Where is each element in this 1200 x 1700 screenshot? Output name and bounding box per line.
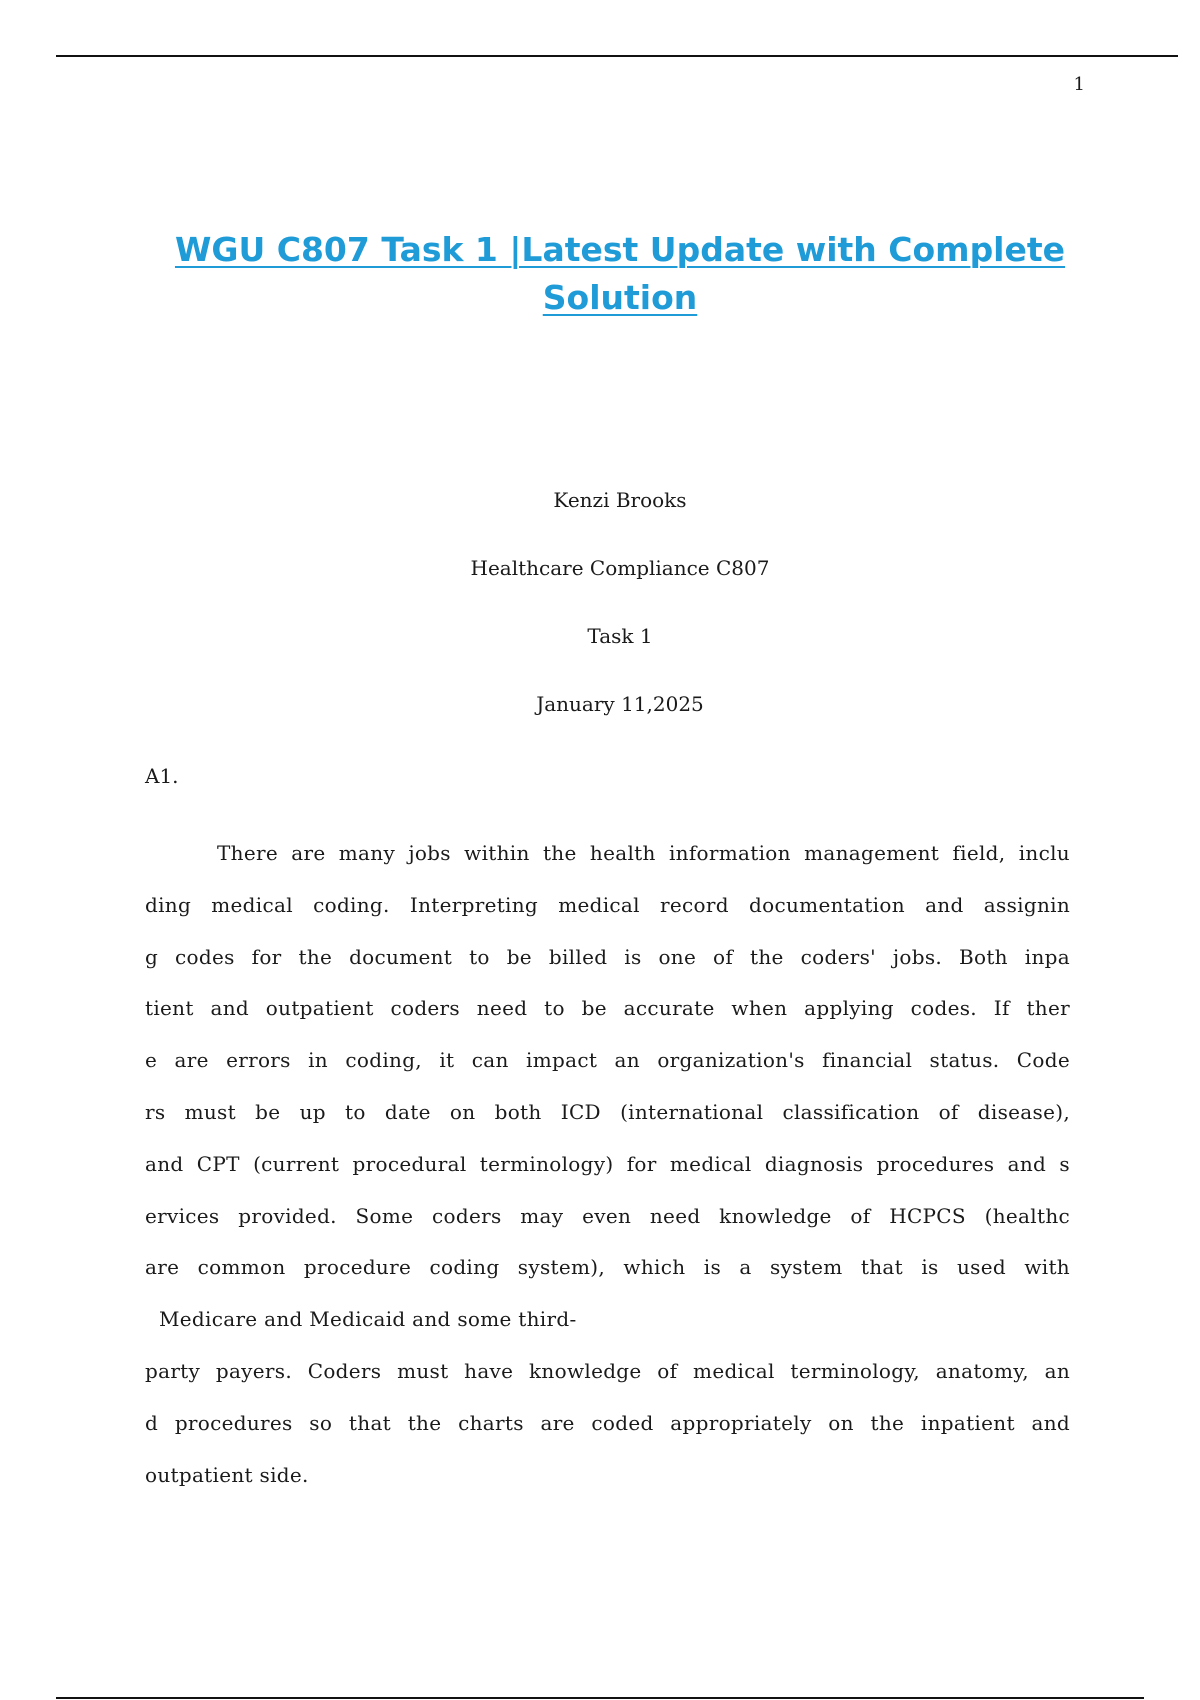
header-rule xyxy=(56,55,1178,57)
paragraph-line: There are many jobs within the health information management field, inclu xyxy=(217,841,1070,865)
paragraph-line: are common procedure coding system), which is a system that is used with xyxy=(145,1255,1070,1280)
task-name: Task 1 xyxy=(587,624,653,648)
footer-rule xyxy=(56,1697,1144,1699)
paragraph-line: tient and outpatient coders need to be accurate when applying codes. If ther xyxy=(145,996,1070,1021)
paragraph-line: Medicare and Medicaid and some third- xyxy=(159,1307,577,1332)
paragraph-line: d procedures so that the charts are coded appropriately on the inpatient and xyxy=(145,1410,1070,1435)
document-title-link[interactable]: WGU C807 Task 1 |Latest Update with Complete Solution xyxy=(174,230,1066,317)
paragraph-line: and CPT (current procedural terminology) for medical diagnosis procedures and s xyxy=(145,1151,1070,1176)
paragraph-line: outpatient side. xyxy=(145,1462,309,1487)
paragraph-line: party payers. Coders must have knowledge of medical terminology, anatomy, an xyxy=(145,1358,1070,1383)
author-name: Kenzi Brooks xyxy=(553,488,687,512)
body-paragraph xyxy=(145,828,1070,1501)
page-number: 1 xyxy=(1073,74,1085,95)
section-heading: A1. xyxy=(145,764,179,788)
document-date: January 11,2025 xyxy=(536,692,704,716)
paragraph-line: ervices provided. Some coders may even need knowledge of HCPCS (healthc xyxy=(145,1203,1070,1228)
paragraph-line: ding medical coding. Interpreting medical record documentation and assignin xyxy=(145,892,1070,917)
paragraph-line: g codes for the document to be billed is one of the coders' jobs. Both inpa xyxy=(145,944,1070,969)
title-page-info xyxy=(150,488,1090,760)
course-name: Healthcare Compliance C807 xyxy=(470,556,770,580)
paragraph-line: rs must be up to date on both ICD (international classification of disease), xyxy=(145,1099,1070,1124)
paragraph-line: e are errors in coding, it can impact an organization's financial status. Code xyxy=(145,1048,1070,1073)
